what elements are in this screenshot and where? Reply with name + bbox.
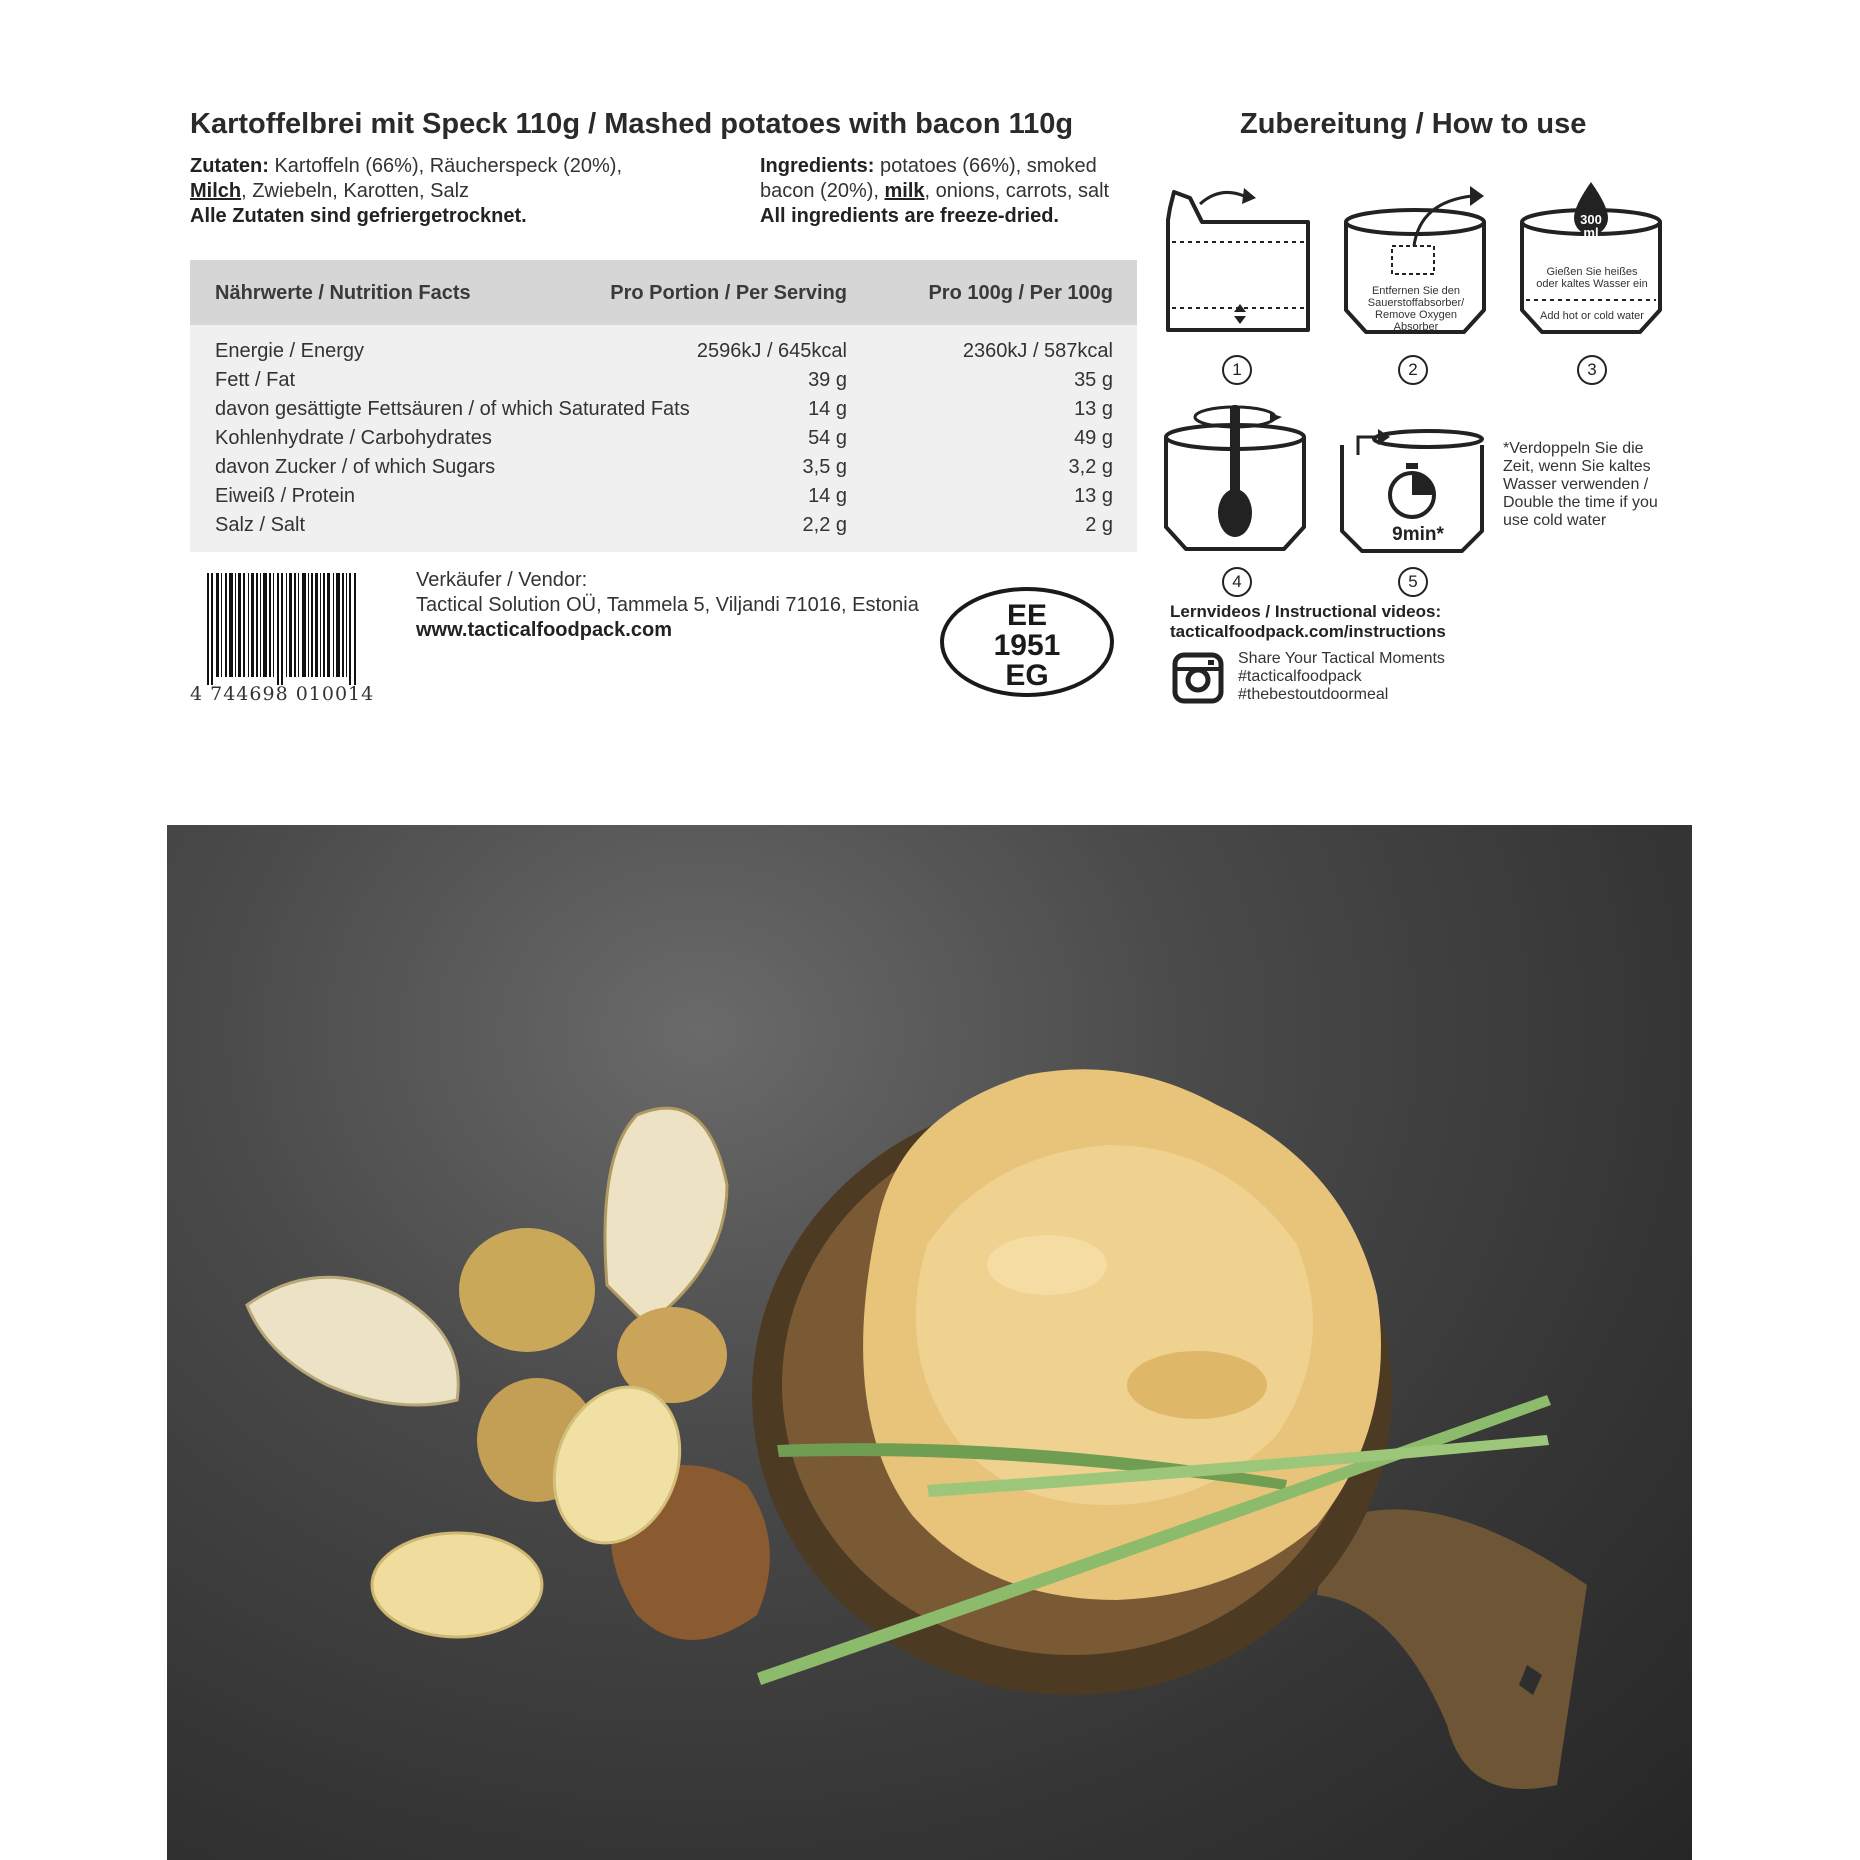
step3-amount-unit: ml xyxy=(1583,225,1599,240)
vendor-label: Verkäufer / Vendor: xyxy=(416,569,588,591)
step3-text-line: Gießen Sie heißes xyxy=(1546,266,1638,278)
nutrition-table-header xyxy=(190,260,1137,325)
mash-shadow xyxy=(1127,1351,1267,1419)
nutrition-row-label: Energie / Energy xyxy=(215,340,364,362)
step-number-2: 2 xyxy=(1398,355,1428,385)
nutrition-row-serving: 14 g xyxy=(808,398,847,420)
step5-time: 9min* xyxy=(1392,524,1444,545)
barcode xyxy=(207,573,360,685)
vendor-website: www.tacticalfoodpack.com xyxy=(416,619,672,641)
nutrition-row-serving: 3,5 g xyxy=(802,456,847,478)
ingredients-de-allergen: Milch xyxy=(190,180,242,202)
nutrition-row-label: Salz / Salt xyxy=(215,514,306,536)
step2-text-line: Sauerstoffabsorber/ xyxy=(1367,297,1465,309)
social-hashtag[interactable]: #tacticalfoodpack xyxy=(1238,668,1362,685)
ingredients-de-text1: Kartoffeln (66%), Räucherspeck (20%), xyxy=(268,155,623,177)
nutrition-row-per100: 13 g xyxy=(1074,398,1113,420)
ingredients-en-allergen: milk xyxy=(884,180,925,202)
ee-mark-eg: EG xyxy=(1005,659,1049,692)
nutrition-row-per100: 2 g xyxy=(1085,514,1113,536)
nutrition-row xyxy=(190,456,1137,485)
potato xyxy=(459,1228,595,1352)
nutrition-row-serving: 39 g xyxy=(808,369,847,391)
videos-label: Lernvideos / Instructional videos: xyxy=(1170,602,1442,621)
nutrition-row-serving: 2,2 g xyxy=(802,514,847,536)
nutrition-row-per100: 2360kJ / 587kcal xyxy=(962,340,1113,362)
ingredients-en-label: Ingredients: xyxy=(760,155,875,177)
nutrition-row xyxy=(190,485,1137,514)
nutrition-row-label: Fett / Fat xyxy=(215,369,296,391)
product-title: Kartoffelbrei mit Speck 110g / Mashed potatoes with bacon 110g xyxy=(190,108,1074,140)
step3-text-line: oder kaltes Wasser ein xyxy=(1536,278,1648,290)
ingredients-de xyxy=(190,154,750,229)
nutrition-row-label: davon Zucker / of which Sugars xyxy=(215,456,496,478)
nutrition-row-per100: 49 g xyxy=(1074,427,1113,449)
social-tagline: Share Your Tactical Moments xyxy=(1238,650,1445,667)
ee-mark-country: EE xyxy=(1006,599,1048,632)
nutrition-row-per100: 13 g xyxy=(1074,485,1113,507)
step-number-5: 5 xyxy=(1398,567,1428,597)
ingredients-de-text2: , Zwiebeln, Karotten, Salz xyxy=(241,180,470,202)
step3-text xyxy=(1522,266,1662,290)
barcode-number: 4 744698 010014 xyxy=(190,683,375,705)
double-time-note: *Verdoppeln Sie die Zeit, wenn Sie kaltes Wasser verwenden / Double the time if you use cold water xyxy=(1503,440,1658,529)
nutrition-header-per100: Pro 100g / Per 100g xyxy=(928,282,1113,304)
step3-amount-value: 300 xyxy=(1580,212,1602,227)
ee-health-mark xyxy=(940,587,1114,697)
nutrition-row xyxy=(190,398,1137,427)
step2-text xyxy=(1346,285,1486,333)
step-number-3: 3 xyxy=(1577,355,1607,385)
nutrition-table xyxy=(190,260,1137,552)
nutrition-header-label: Nährwerte / Nutrition Facts xyxy=(215,282,471,304)
nutrition-row xyxy=(190,369,1137,398)
step3-text-en: Add hot or cold water xyxy=(1540,310,1644,322)
nutrition-header-serving: Pro Portion / Per Serving xyxy=(610,282,847,304)
potato-half xyxy=(372,1533,542,1637)
nutrition-row xyxy=(190,427,1137,456)
vendor-block xyxy=(416,568,936,643)
ingredients-en-text2b: , onions, carrots, salt xyxy=(924,180,1110,202)
bowl-handle xyxy=(1317,1509,1587,1789)
onion-half xyxy=(247,1277,458,1405)
step2-text-line: Absorber xyxy=(1393,321,1439,333)
social-hashtag[interactable]: #thebestoutdoormeal xyxy=(1238,686,1389,703)
step-number-1: 1 xyxy=(1222,355,1252,385)
onion-half xyxy=(605,1108,727,1325)
step2-text-line: Remove Oxygen xyxy=(1375,309,1457,321)
ingredients-de-note: Alle Zutaten sind gefriergetrocknet. xyxy=(190,205,527,227)
ingredients-en-text1: potatoes (66%), smoked xyxy=(874,155,1097,177)
nutrition-row xyxy=(190,514,1137,543)
step3-amount xyxy=(1576,213,1606,239)
howto-title: Zubereitung / How to use xyxy=(1240,108,1587,140)
vendor-address: Tactical Solution OÜ, Tammela 5, Viljandi 71016, Estonia xyxy=(416,594,919,616)
nutrition-row-serving: 2596kJ / 645kcal xyxy=(696,340,847,362)
nutrition-row-label: Eiweiß / Protein xyxy=(215,485,356,507)
instagram-icon[interactable] xyxy=(1172,652,1224,704)
ingredients-en-note: All ingredients are freeze-dried. xyxy=(760,205,1059,227)
nutrition-row-label: Kohlenhydrate / Carbohydrates xyxy=(215,427,492,449)
nutrition-row-per100: 35 g xyxy=(1074,369,1113,391)
nutrition-row-serving: 54 g xyxy=(808,427,847,449)
ingredients-en-text2a: bacon (20%), xyxy=(760,180,885,202)
ee-mark-number: 1951 xyxy=(993,629,1061,662)
instructional-videos xyxy=(1170,602,1446,642)
mash-highlight xyxy=(987,1235,1107,1295)
videos-url[interactable]: tacticalfoodpack.com/instructions xyxy=(1170,622,1446,641)
nutrition-row xyxy=(190,340,1137,369)
nutrition-row-label: davon gesättigte Fettsäuren / of which Saturated Fats xyxy=(215,398,690,420)
step-number-4: 4 xyxy=(1222,567,1252,597)
nutrition-row-per100: 3,2 g xyxy=(1068,456,1113,478)
step1-open-pouch-icon xyxy=(1160,182,1310,342)
product-photo xyxy=(167,825,1692,1860)
social-block xyxy=(1238,650,1445,704)
nutrition-row-serving: 14 g xyxy=(808,485,847,507)
step2-text-line: Entfernen Sie den xyxy=(1371,285,1461,297)
mashed-potatoes-dish-image xyxy=(167,825,1692,1860)
step4-stir-icon xyxy=(1160,395,1320,555)
ingredients-de-label: Zutaten: xyxy=(190,155,269,177)
ingredients-en xyxy=(760,154,1140,229)
